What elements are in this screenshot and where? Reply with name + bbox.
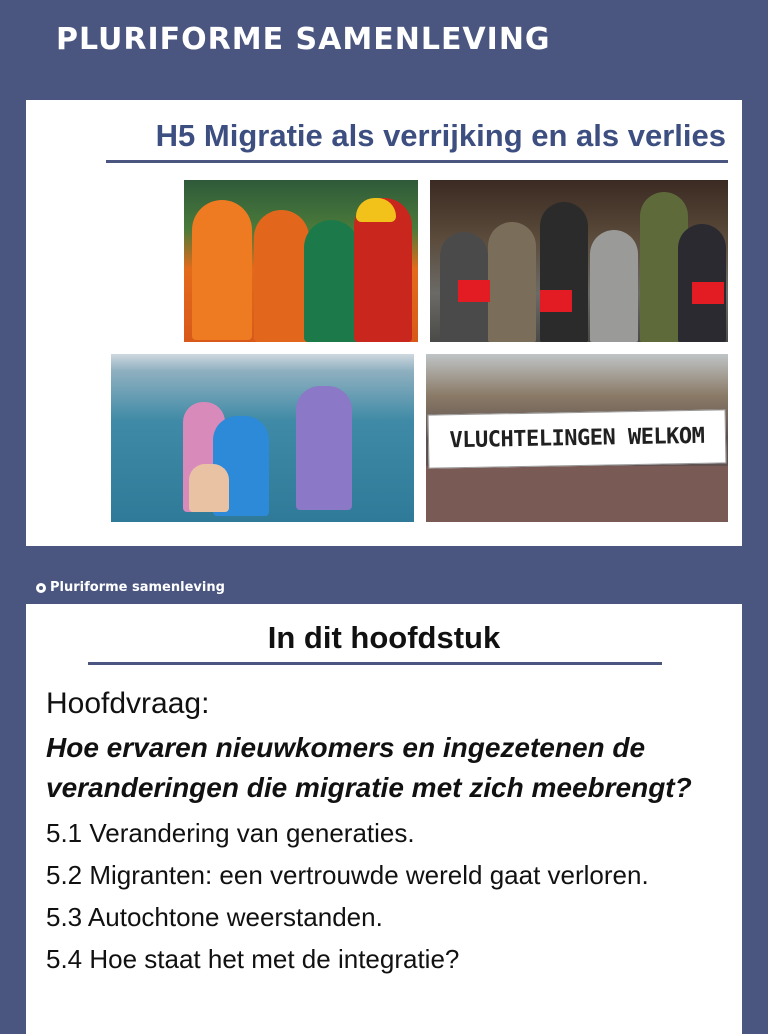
- banner-text: VLUCHTELINGEN WELKOM: [428, 409, 727, 468]
- page-header-title: PLURIFORME SAMENLEVING: [56, 22, 551, 57]
- slide-2-body: [46, 684, 726, 980]
- chapter-sections-list: [46, 812, 726, 980]
- list-item: 5.2 Migranten: een vertrouwde wereld gaat verloren.: [46, 860, 649, 890]
- photo-refugees-welcome-banner: [426, 354, 728, 522]
- photo-women-in-water: [111, 354, 414, 522]
- photo-elderly-men-flags: [430, 180, 728, 342]
- slide-1-title: H5 Migratie als verrijking en als verlies: [155, 118, 726, 153]
- bullet-circle-icon: [36, 583, 46, 593]
- main-question-text: Hoe ervaren nieuwkomers en ingezetenen de veranderingen die migratie met zich meebrengt?: [46, 732, 692, 803]
- slide-2: [26, 604, 742, 1034]
- footer-label-text: Pluriforme samenleving: [50, 580, 225, 595]
- list-item: 5.4 Hoe staat het met de integratie?: [46, 944, 460, 974]
- list-item: 5.1 Verandering van generaties.: [46, 818, 415, 848]
- slide-1-title-underline: [106, 160, 728, 163]
- slide-2-title-underline: [88, 662, 662, 665]
- photo-football-fans: [184, 180, 418, 342]
- footer-label: [36, 580, 225, 595]
- slide-2-title: In dit hoofdstuk: [267, 620, 501, 655]
- main-question-label: Hoofdvraag:: [46, 687, 210, 720]
- slide-1: [26, 100, 742, 546]
- list-item: 5.3 Autochtone weerstanden.: [46, 902, 383, 932]
